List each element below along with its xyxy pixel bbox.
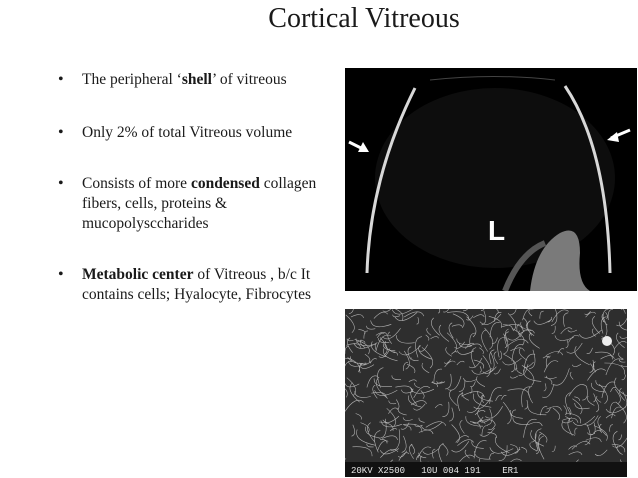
text: ’ of vitreous xyxy=(212,71,287,88)
text: The peripheral ‘ xyxy=(82,71,182,88)
bullet-volume xyxy=(58,123,328,143)
text: of Vitreous , b/c It contains cells; Hyalocyte, Fibrocytes xyxy=(82,266,311,303)
cell-particle xyxy=(602,336,612,346)
bold-text: shell xyxy=(181,71,212,88)
bullet-list xyxy=(58,70,328,305)
bullet-shell xyxy=(58,70,328,90)
vitreous-sem-image xyxy=(345,309,627,477)
sem-caption: 20KV X2500 10U 004 191 ER1 xyxy=(351,466,519,476)
vitreous-ultrasound-image xyxy=(345,68,637,291)
text: Consists of more xyxy=(82,175,191,192)
bullet-composition xyxy=(58,174,328,234)
text: Only 2% of total Vitreous volume xyxy=(82,124,293,141)
text: collagen fibers, cells, proteins & mucopolysccharides xyxy=(82,175,317,232)
figure-label-l: L xyxy=(488,215,506,246)
bold-text: Metabolic center xyxy=(82,266,194,283)
bold-text: condensed xyxy=(190,175,260,192)
slide-title: Cortical Vitreous xyxy=(268,3,460,34)
bullet-metabolic-center xyxy=(58,265,328,305)
